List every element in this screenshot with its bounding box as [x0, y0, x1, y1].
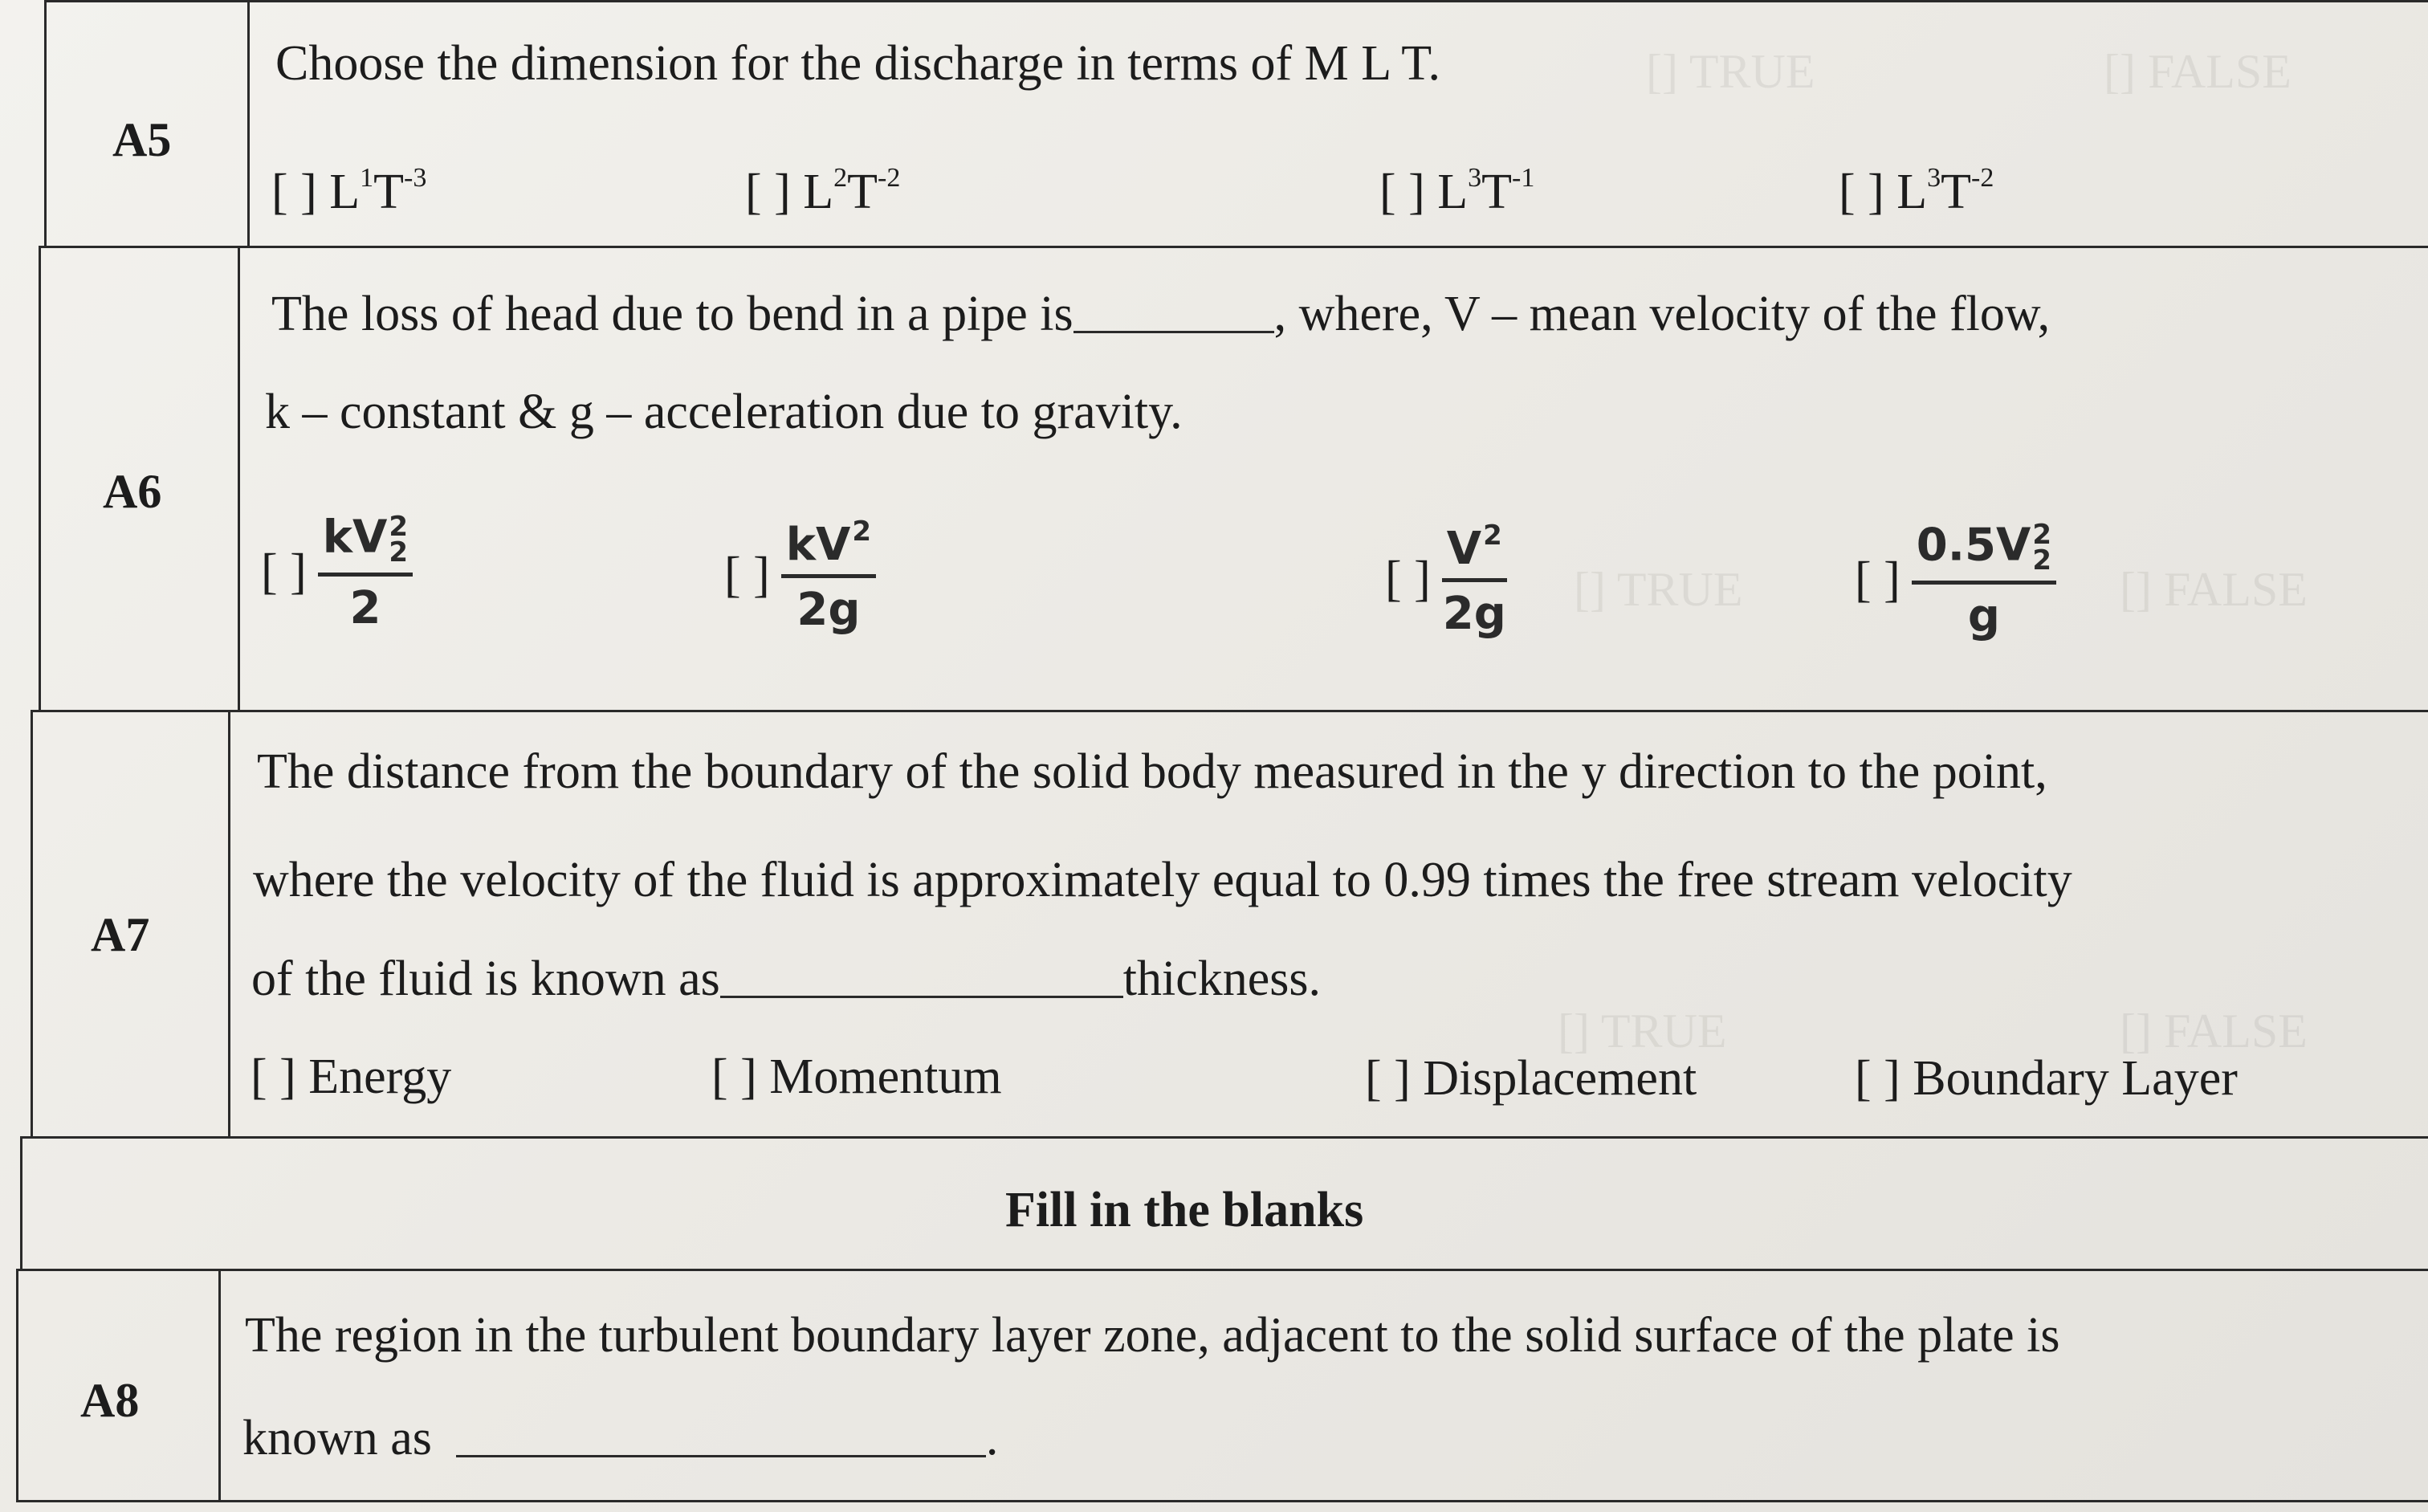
col-border-inner-a7	[228, 710, 230, 1136]
bleed-through-text: [] TRUE	[1574, 563, 1743, 616]
question-a5-text: Choose the dimension for the discharge in terms of M L T.	[275, 36, 1441, 91]
question-number-a7: A7	[91, 908, 150, 961]
col-border-left-a7	[31, 710, 33, 1136]
option-a6-2[interactable]: [ ] $kV^2$ 2g	[724, 518, 876, 633]
question-a7-line-3: of the fluid is known as thickness.	[251, 952, 1322, 1006]
answer-blank-a7[interactable]	[720, 995, 1123, 998]
col-border-inner-a6	[238, 246, 240, 710]
col-border-inner-a5	[247, 0, 250, 246]
option-a7-boundary-layer[interactable]: [ ] Boundary Layer	[1855, 1051, 2238, 1106]
option-a6-3[interactable]: [ ] $V^2$ 2g	[1385, 520, 1506, 640]
col-border-inner-a8	[218, 1269, 221, 1500]
bleed-through-text: [] FALSE	[2120, 563, 2308, 616]
col-border-left-heading	[20, 1136, 22, 1269]
option-a5-3[interactable]: [ ] $L^3T^{-1}$	[1379, 163, 1535, 219]
fraction: $V^2$ 2g	[1442, 520, 1506, 640]
option-a6-4[interactable]: [ ] 0.5V 2 2 g	[1855, 522, 2056, 639]
option-a5-2[interactable]: [ ] $L^2T^{-2}$	[745, 163, 901, 219]
option-a5-4[interactable]: [ ] $L^3T^{-2}$	[1839, 163, 1994, 219]
row-border-top	[44, 0, 2428, 2]
row-border-heading-a8	[16, 1269, 2428, 1271]
question-a6-line-2: k – constant & g – acceleration due to gravity.	[265, 385, 1183, 439]
bleed-through-text: [] TRUE	[1558, 1005, 1727, 1058]
answer-blank-a6[interactable]	[1073, 330, 1274, 333]
bleed-through-text: [] FALSE	[2120, 1005, 2308, 1058]
option-a7-energy[interactable]: [ ] Energy	[251, 1049, 452, 1104]
option-a5-1[interactable]: [ ] $L^1T^{-3}$	[271, 163, 427, 219]
row-border-bottom	[16, 1500, 2428, 1502]
col-border-left-a8	[16, 1269, 18, 1500]
question-number-a5: A5	[112, 113, 172, 166]
answer-blank-a8[interactable]	[456, 1454, 986, 1457]
option-a6-1[interactable]: [ ] kV 2 2 2	[261, 514, 413, 631]
question-a7-line-1: The distance from the boundary of the solid body measured in the y direction to the point,	[257, 744, 2047, 799]
bleed-through-text: [] FALSE	[2104, 45, 2292, 98]
fraction: kV 2 2 2	[318, 514, 413, 631]
question-a7-line-2: where the velocity of the fluid is approximately equal to 0.99 times the free stream velocity	[253, 853, 2072, 907]
section-heading: Fill in the blanks	[1005, 1183, 1364, 1237]
option-a7-momentum[interactable]: [ ] Momentum	[711, 1049, 1002, 1104]
row-border-a6-a7	[32, 710, 2428, 712]
fraction: $kV^2$ 2g	[781, 518, 876, 633]
question-number-a6: A6	[103, 465, 162, 518]
col-border-left-a6	[39, 246, 41, 710]
option-a7-displacement[interactable]: [ ] Displacement	[1365, 1051, 1697, 1106]
fraction: 0.5V 2 2 g	[1912, 522, 2056, 639]
question-a8-line-2: known as .	[242, 1411, 999, 1465]
row-border-a7-heading	[20, 1136, 2428, 1139]
question-a8-line-1: The region in the turbulent boundary layer zone, adjacent to the solid surface of the plate is	[245, 1308, 2060, 1363]
row-border-a5-a6	[40, 246, 2428, 248]
col-border-left-a5	[44, 0, 47, 246]
question-a6-line-1: The loss of head due to bend in a pipe is , where, V – mean velocity of the flow,	[271, 287, 2051, 341]
bleed-through-text: [] TRUE	[1646, 45, 1815, 98]
question-number-a8: A8	[80, 1374, 140, 1427]
